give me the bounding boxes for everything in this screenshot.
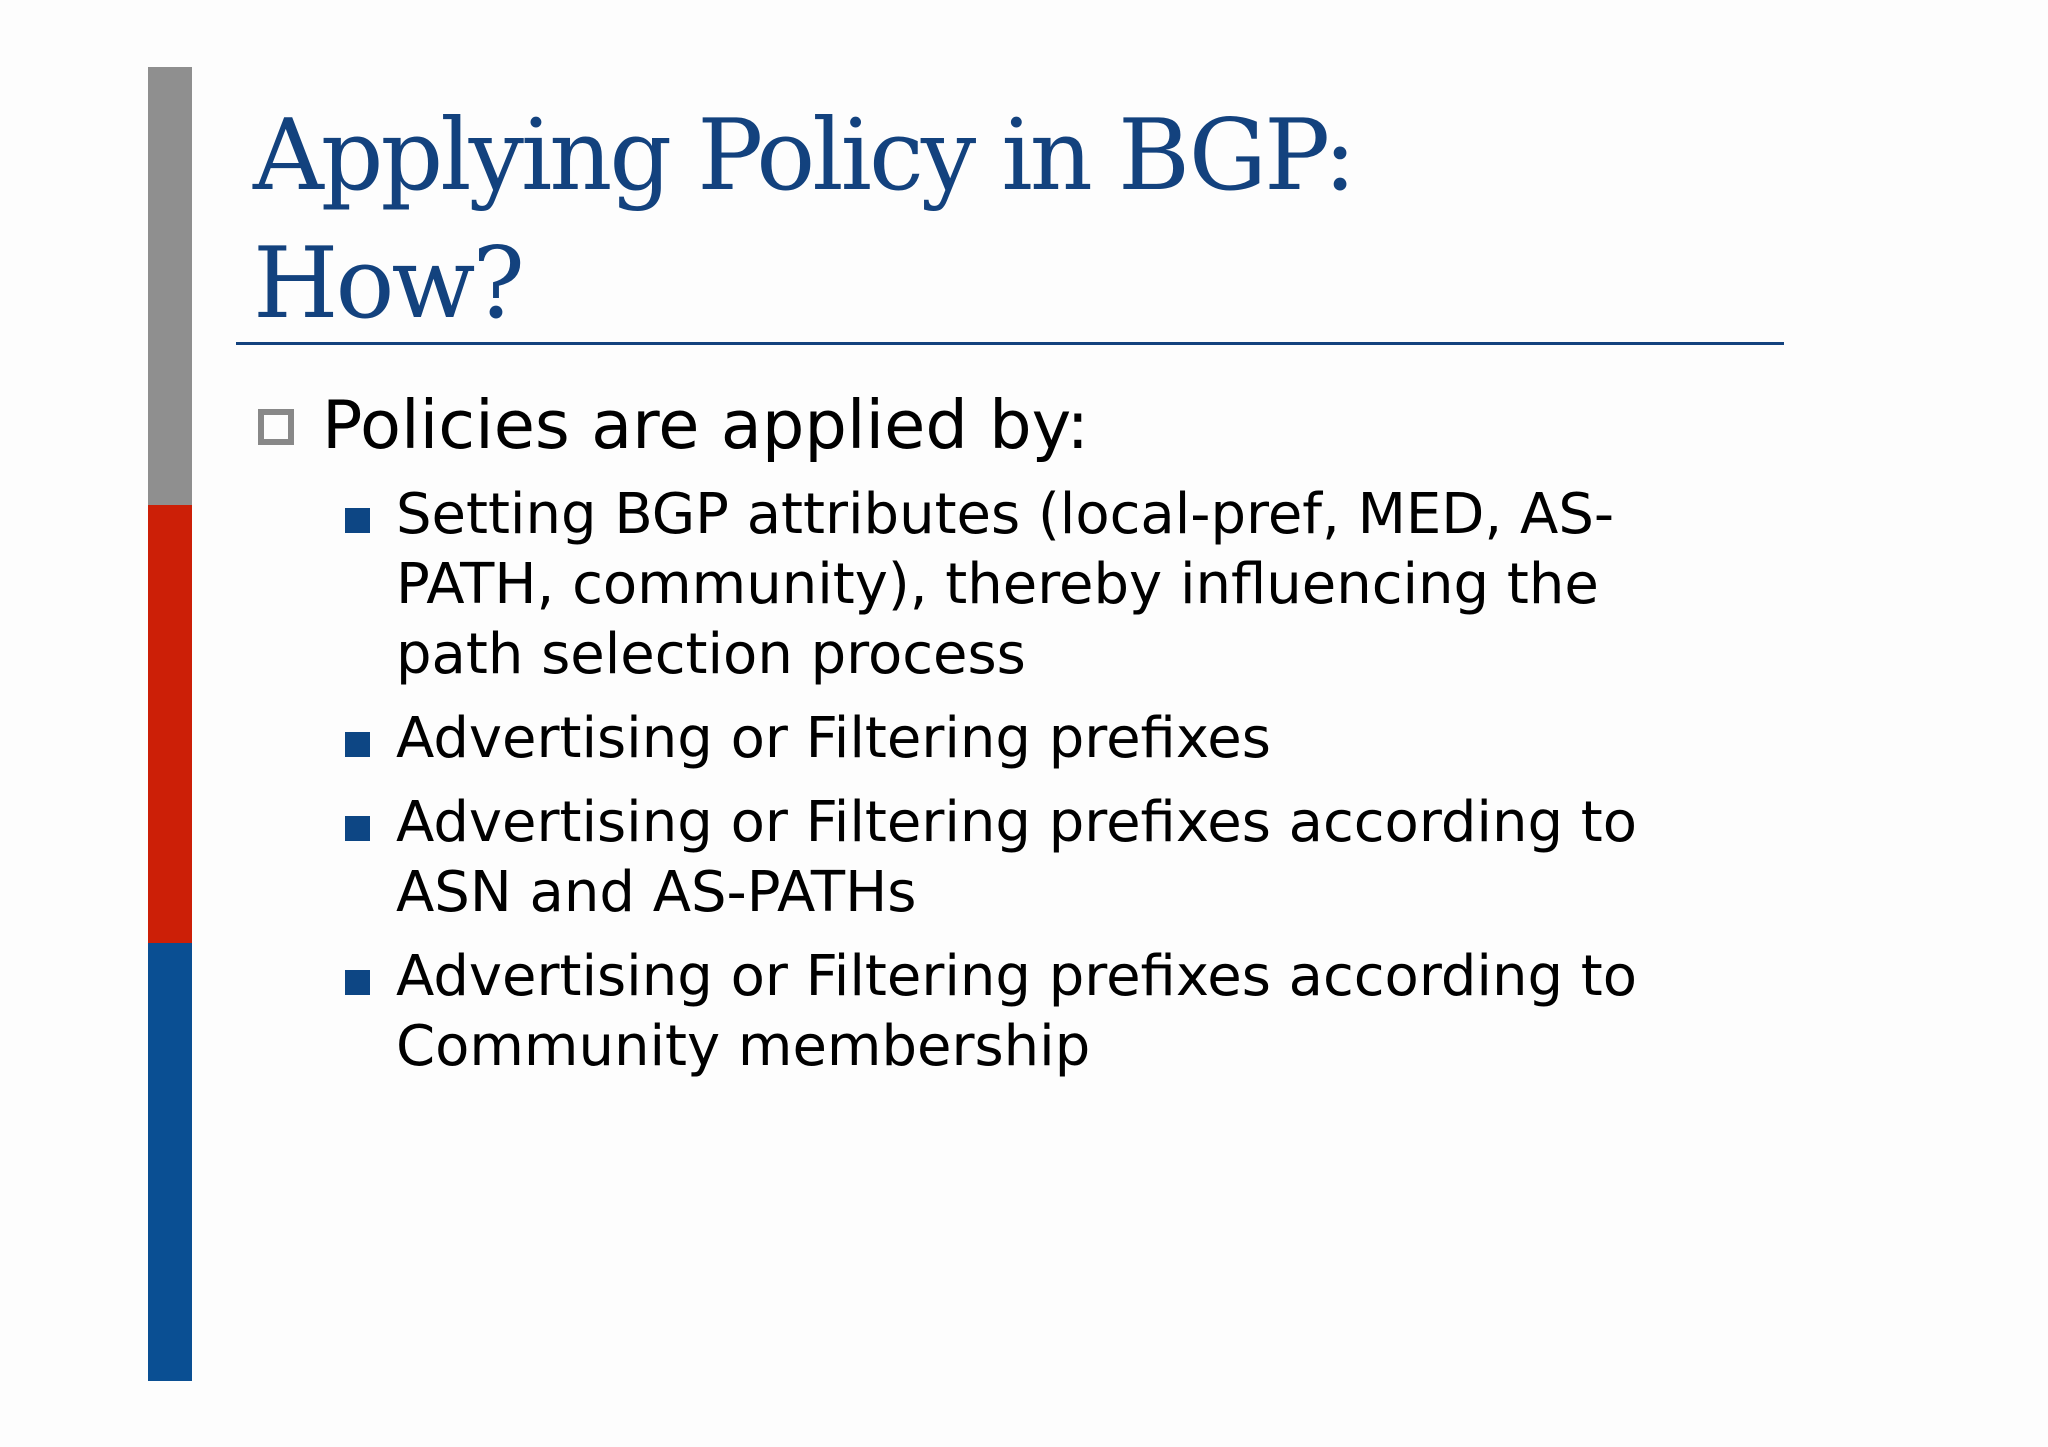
sub-bullet-line: ASN and AS-PATHs — [396, 860, 917, 925]
accent-bar-gray — [148, 67, 192, 505]
sub-bullet-item — [345, 788, 1765, 928]
main-bullet-text: Policies are applied by: — [322, 386, 1090, 464]
sub-bullet-text — [396, 480, 1756, 690]
sub-bullet-list — [345, 480, 1765, 1096]
filled-square-bullet-icon — [345, 816, 370, 841]
sub-bullet-text — [396, 788, 1756, 928]
slide-title-line-1: Applying Policy in BGP: — [253, 99, 1354, 213]
sub-bullet-line: Advertising or Filtering prefixes — [396, 706, 1271, 771]
sub-bullet-text — [396, 704, 1756, 774]
sub-bullet-item — [345, 704, 1765, 774]
sub-bullet-item — [345, 480, 1765, 690]
slide-title — [253, 92, 1753, 348]
accent-bar-blue — [148, 943, 192, 1381]
sub-bullet-line: PATH, community), thereby influencing the — [396, 552, 1599, 617]
hollow-square-bullet-icon — [258, 409, 294, 445]
sub-bullet-line: path selection process — [396, 622, 1026, 687]
sub-bullet-item — [345, 942, 1765, 1082]
sub-bullet-line: Advertising or Filtering prefixes according to — [396, 790, 1638, 855]
slide-title-line-2: How? — [253, 227, 522, 341]
filled-square-bullet-icon — [345, 732, 370, 757]
sub-bullet-line: Community membership — [396, 1014, 1091, 1079]
accent-bar-red — [148, 505, 192, 943]
filled-square-bullet-icon — [345, 508, 370, 533]
sub-bullet-text — [396, 942, 1756, 1082]
main-bullet — [258, 385, 1818, 465]
sub-bullet-line: Setting BGP attributes (local-pref, MED, AS- — [396, 482, 1615, 547]
title-underline — [236, 342, 1784, 345]
sub-bullet-line: Advertising or Filtering prefixes according to — [396, 944, 1638, 1009]
filled-square-bullet-icon — [345, 970, 370, 995]
